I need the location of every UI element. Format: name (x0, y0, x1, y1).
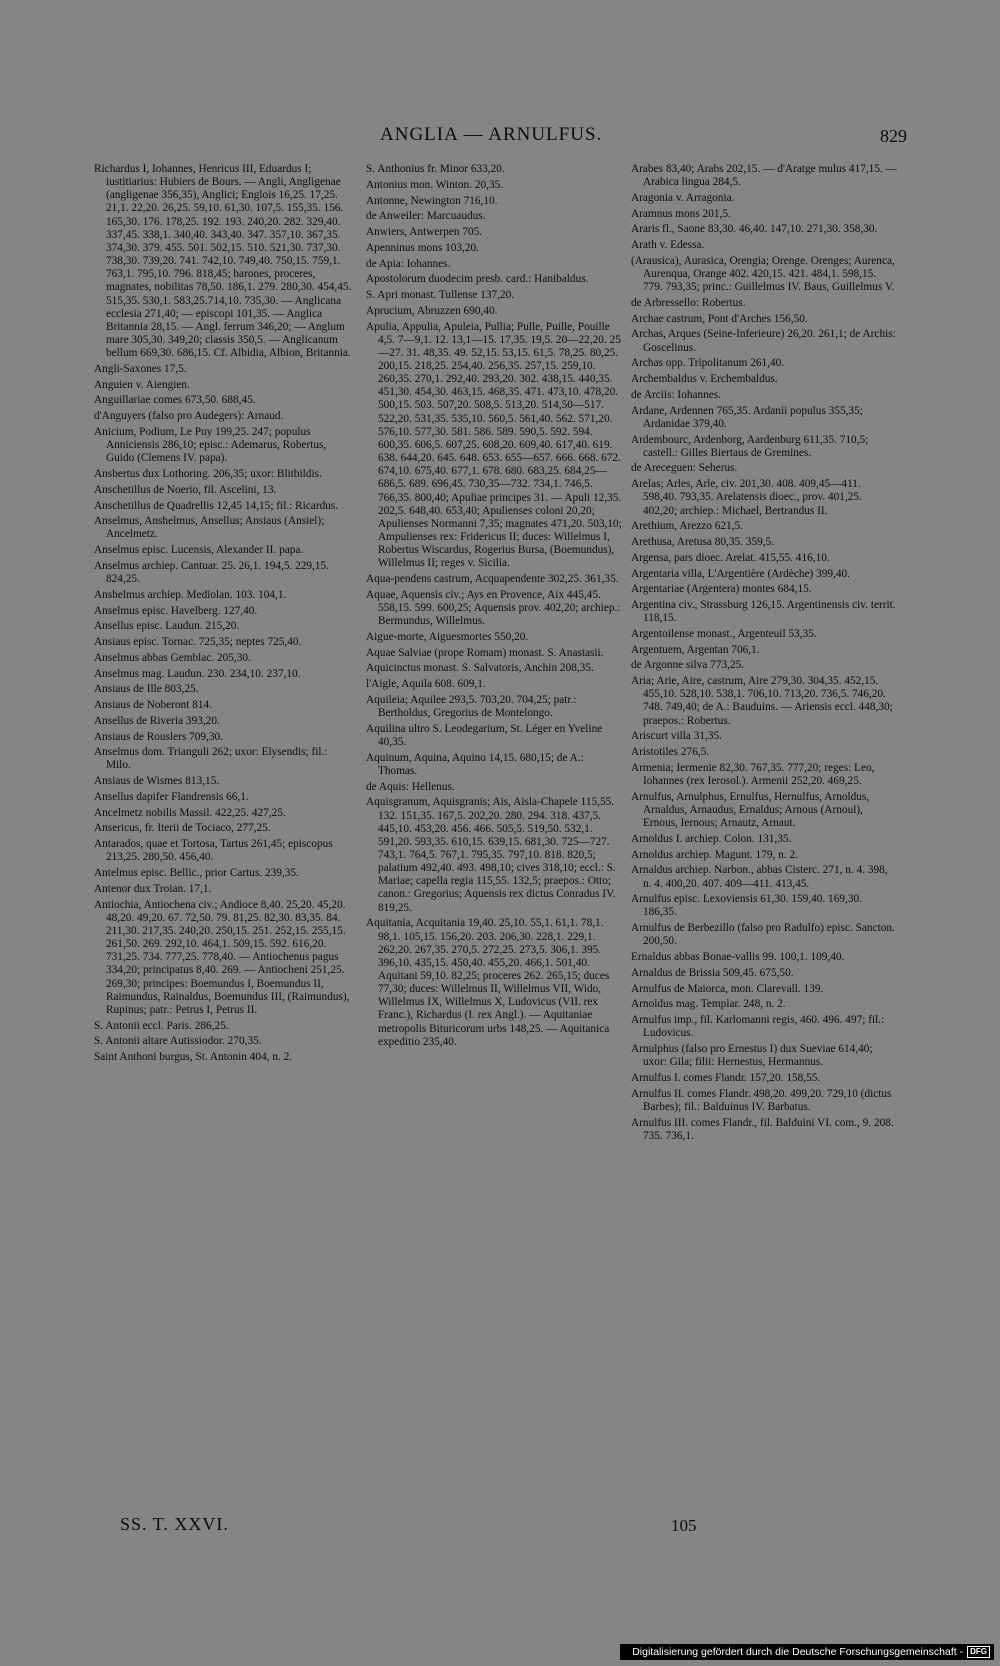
index-entry: Anschetillus de Quadrellis 12,45 14,15; fil.: Ricardus. (94, 499, 339, 512)
index-entry: S. Apri monast. Tullense 137,20. (366, 289, 515, 301)
index-entry: Apenninus mons 103,20. (366, 241, 479, 254)
index-entry: Arnulfus I. comes Flandr. 157,20. 158,55. (631, 1071, 821, 1084)
index-entry: Ansericus, fr. Iterii de Tociaco, 277,25. (94, 822, 271, 835)
index-entry: Aquinum, Aquina, Aquino 14,15. 680,15; de A.: Thomas. (366, 751, 587, 777)
index-entry: S. Antonii altare Autissiodor. 270,35. (94, 1035, 262, 1048)
index-entry: Aquae, Aquensis civ.; Ays en Provence, Aix 445,45. 558,15. 599. 600,25; Aquensis prov. 402,20; archiep.: Bermundus, Willelmus. (366, 588, 624, 628)
index-entry: Anselmus episc. Havelberg. 127,40. (94, 604, 258, 617)
index-column-2 (366, 163, 624, 1052)
index-entry: Anselmus mag. Laudun. 230. 234,10. 237,10. (94, 667, 301, 680)
index-entry: Argentuem, Argentan 706,1. (631, 643, 760, 656)
index-entry: Angli-Saxones 17,5. (94, 362, 187, 375)
index-entry: Anselmus abbas Gemblac. 205,30. (94, 651, 251, 664)
index-entry: Saint Anthoni burgus, St. Antonin 404, n. 2. (94, 1051, 293, 1064)
index-entry: Argentina civ., Strassburg 126,15. Argentinensis civ. territ. 118,15. (631, 599, 899, 625)
volume-signature: SS. T. XXVI. (120, 1514, 229, 1534)
index-entry: (Arausica), Aurasica, Orengia; Orenge. Orenges; Aurenca, Aurenqua, Orange 402. 420,15. 421. 484,1. 598,15. 779. 793,35; princ.: Guillelmus IV. Baus, Guillelmus V. (631, 254, 897, 294)
index-entry: Antenor dux Troian. 17,1. (94, 882, 212, 895)
index-entry: Arnaldus archiep. Narbon., abbas Cisterc. 271, n. 4. 398, n. 4. 400,20. 407. 409—411. 413,45. (631, 864, 891, 890)
index-entry: S. Antonii eccl. Paris. 286,25. (94, 1019, 229, 1032)
index-entry: de Apia: Iohannes. (366, 257, 451, 270)
index-entry: Aigue-morte, Aiguesmortes 550,20. (366, 630, 529, 643)
index-entry: Ernaldus abbas Bonae-vallis 99. 100,1. 109,40. (631, 951, 845, 964)
running-head: ANGLIA — ARNULFUS. (380, 124, 603, 145)
index-entry: Archas, Arques (Seine-Inferieure) 26,20. 261,1; de Archis: Goscelinus. (631, 328, 899, 354)
index-entry: Anselmus dom. Trianguli 262; uxor: Elysendis; fil.: Milo. (94, 746, 331, 772)
index-entry: Ancelmetz nobilis Massil. 422,25. 427,25. (94, 806, 286, 819)
index-entry: Archae castrum, Pont d'Arches 156,50. (631, 312, 808, 325)
index-entry: Armenia; Iermenie 82,30. 767,35. 777,20; reges: Leo, Iohannes (rex Ierosol.). Armenii 252,20. 469,25. (631, 761, 878, 788)
index-entry: d'Anguyers (falso pro Audegers): Arnaud. (94, 410, 284, 423)
index-entry: Arnulfus episc. Lexoviensis 61,30. 159,40. 169,30. 186,35. (631, 893, 865, 919)
index-entry: Aprucium, Abruzzen 690,40. (366, 304, 498, 317)
index-entry: Anguillariae comes 673,50. 688,45. (94, 394, 256, 407)
index-entry: Argentoilense monast., Argenteuil 53,35. (631, 627, 817, 640)
index-entry: de Areceguen: Seherus. (631, 462, 738, 475)
index-entry: Arnulphus (falso pro Ernestus I) dux Sueviae 614,40; uxor: Gila; filii: Hernestus, Hermannus. (631, 1042, 876, 1069)
index-entry: Apostolorum duodecim presb. card.: Hanibaldus. (366, 273, 589, 286)
index-entry: Arnoldus I. archiep. Colon. 131,35. (631, 832, 792, 845)
index-entry: Argentaria villa, L'Argentière (Ardèche) 399,40. (631, 567, 850, 580)
index-entry: Ansbertus dux Lothoring. 206,35; uxor: Blitbildis. (94, 468, 322, 480)
index-entry: Arnulfus, Arnulphus, Ernulfus, Hernulfus, Arnoldus, Arnaldus, Arnaudus, Ernaldus; Arnous (Arnoul), Ernous, Iernous; Arnautz, Arnaut. (631, 790, 872, 830)
index-entry: Anguien v. Aiengien. (94, 378, 190, 391)
index-entry: Ardane, Ardennen 765,35. Ardanii populus 355,35; Ardanidae 379,40. (631, 404, 866, 430)
index-entry: Arnoldus archiep. Magunt. 179, n. 2. (631, 848, 798, 861)
index-entry: Aramnus mons 201,5. (631, 207, 731, 220)
index-entry: Anselmus archiep. Cantuar. 25. 26,1. 194,5. 229,15. 824,25. (94, 559, 332, 586)
digitization-credit (620, 1644, 994, 1660)
index-entry: Ansiaus episc. Tornac. 725,35; neptes 725,40. (94, 636, 302, 649)
index-entry: Ansellus episc. Laudun. 215,20. (94, 620, 240, 633)
index-entry: Anselmus, Anshelmus, Ansellus; Ansiaus (Ansiel); Ancelmetz. (94, 515, 327, 541)
index-entry: Ansellus de Riveria 393,20. (94, 714, 220, 727)
index-entry: Arath v. Edessa. (631, 239, 705, 252)
index-entry: Aristotiles 276,5. (631, 746, 710, 759)
index-entry: Arnulfus III. comes Flandr., fil. Balduini VI. com., 9. 208. 735. 736,1. (631, 1116, 897, 1142)
index-entry: Aqua-pendens castrum, Acquapendente 302,25. 361,35. (366, 573, 619, 586)
index-entry: Aquisgranum, Aquisgranis; Ais, Aisla-Chapele 115,55. 132. 151,35. 167,5. 202,20. 280. 294. 318. 437,5. 445,10. 453,20. 456. 466. 505,5. 519,50. 532,1. 591,20. 593,35. 610,15. 639,15. 681,30. 725—727. 743,1. 764,5. 767,1. 795,35. 797,10. 818. 820,5; palatium 492,40. 493. 498,10; cives 318,10; eccl.: S. Mariae; capella regia 115,55. 132,5; praepos.: Otto; canon.: Gregorius; Aquensis rex dictus Conradus IV. 819,25. (366, 796, 619, 914)
index-entry: Arelas; Arles, Arle, civ. 201,30. 408. 409,45—411. 598,40. 793,35. Arelatensis dioec., prov. 401,25. 402,20; archiep.: Michael, Bertrandus II. (631, 478, 865, 517)
index-entry: Ansiaus de Rouslers 709,30. (94, 730, 223, 743)
index-entry: Antonne, Newington 716,10. (366, 194, 498, 207)
index-entry: Arabes 83,40; Arabs 202,15. — d'Aratge mulus 417,15. — Arabica lingua 284,5. (631, 163, 900, 189)
index-entry: Ariscurt villa 31,35. (631, 730, 722, 743)
index-entry: Anschetillus de Noerio, fil. Ascelini, 13. (94, 483, 277, 496)
sheet-number: 105 (671, 1516, 697, 1535)
index-column-3 (631, 163, 900, 1145)
index-entry: Antiochia, Antiochena civ.; Andioce 8,40. 25,20. 45,20. 48,20. 49,20. 67. 72,50. 79. 81,25. 82,30. 83,35. 84. 211,30. 217,35. 240,20. 250,15. 251. 252,15. 255,15. 261,50. 269. 292,10. 464,1. 509,15. 592. 616,20. 731,25. 734. 777,25. 778,40. — Antiochenus pagus 334,20; principatus 8,40. 269. — Antiocheni 251,25. 269,30; principes: Boemundus I, Boemundus II, Raimundus, Rainaldus, Boemundus III, (Raimundus), Rupinus; patr.: Petrus I, Petrus II. (94, 898, 353, 1016)
credit-text: Digitalisierung gefördert durch die Deutsche Forschungsgemeinschaft - (632, 1646, 964, 1658)
index-entry: Anwiers, Antwerpen 705. (366, 226, 483, 238)
index-entry: Anselmus episc. Lucensis, Alexander II. papa. (94, 544, 304, 557)
index-entry: Aragonia v. Arragonia. (631, 191, 735, 204)
index-entry: Apulia, Appulia, Apuleia, Pullia; Pulle, Puille, Pouille 4,5. 7—9,1. 12. 13,1—15. 17,35. 19,5. 20—22,20. 25—27. 31. 48,35. 49. 52,15. 53,15. 61,5. 78,25. 80,25. 200,15. 218,25. 254,40. 256,35. 257,15. 259,10. 260,35. 270,1. 292,40. 293,20. 302. 438,15. 440,35. 451,30. 454,30. 463,15. 468,35. 471. 473,10. 478,20. 500,15. 503. 507,20. 508,5. 513,20. 514,50—517. 522,20. 531,35. 535,10. 560,5. 561,40. 562. 571,20. 576,10. 577,30. 581. 586. 589. 590,5. 592. 594. 600,35. 606,5. 607,25. 608,20. 609,40. 617,40. 619. 638. 644,20. 645. 648. 653. 655—657. 666. 668. 672. 674,10. 675,40. 677,1. 678. 680. 683,25. 684,25—686,5. 689. 696,45. 730,35—732. 734,1. 746,5. 766,35. 800,40; Apuliae principes 31. — Apuli 12,35. 202,5. 648,40. 653,40; Apulienses coloni 20,20; Apulienses Normanni 7,35; magnates 471,20. 503,10; Ampulienses rex: Fridericus II; duces: Willelmus I, Robertus Wiscardus, Rogerius Bursa, (Boemundus), Willelmus II; reges v. Sicilia. (366, 320, 625, 570)
page-number: 829 (880, 126, 907, 146)
index-entry: Aquicinctus monast. S. Salvatoris, Anchin 208,35. (366, 662, 594, 675)
index-entry: Argentariae (Argentera) montes 684,15. (631, 583, 812, 596)
index-entry: Anicium, Podium, Le Puy 199,25. 247; populus Anniciensis 286,10; episc.: Ademarus, Robertus, Guido (Clemens IV. papa). (94, 425, 330, 465)
index-entry: de Argonne silva 773,25. (631, 659, 745, 672)
index-entry: Arnoldus mag. Templar. 248, n. 2. (631, 998, 786, 1011)
index-entry: Arethusa, Aretusa 80,35. 359,5. (631, 536, 775, 548)
index-entry: de Anweiler: Marcuaudus. (366, 210, 486, 223)
index-entry: Argensa, pars dioec. Arelat. 415,55. 416,10. (631, 551, 830, 564)
index-entry: Ansiaus de Noberont 814. (94, 699, 212, 712)
index-entry: Arnulfus imp., fil. Karlomanni regis, 460. 496. 497; fil.: Ludovicus. (631, 1014, 888, 1040)
index-entry: Ansellus dapifer Flandrensis 66,1. (94, 790, 249, 803)
index-entry: Archas opp. Tripolitanum 261,40. (631, 357, 785, 370)
index-entry: S. Anthonius fr. Minor 633,20. (366, 163, 505, 175)
index-entry: de Arbressello: Robertus. (631, 296, 746, 309)
index-entry: Antarados, quae et Tortosa, Tartus 261,45; episcopus 213,25. 280,50. 456,40. (94, 838, 336, 864)
index-entry: Aquae Salviae (prope Romam) monast. S. Anastasii. (366, 646, 604, 659)
index-entry: Aquitania, Acquitania 19,40. 25,10. 55,1. 61,1. 78,1. 98,1. 105,15. 156,20. 203. 206,30. 228,1. 229,1. 262,20. 267,35. 270,5. 272,25. 273,5. 306,1. 395. 396,10. 435,15. 450,40. 455,20. 466,1. 501,40. Aquitani 59,10. 82,25; proceres 262. 265,15; duces 77,30; duces: Willelmus II, Willelmus VII, Wido, Willelmus IX, Willelmus X, Ludovicus (VII. rex Franc.), Richardus (I. rex Angl.). — Aquitaniae metropolis Bituricorum urbs 148,25. — Aquitanica expeditio 235,40. (366, 917, 613, 1048)
index-entry: Antelmus episc. Bellic., prior Cartus. 239,35. (94, 867, 299, 880)
index-entry: Ansiaus de Wismes 813,15. (94, 775, 220, 788)
index-entry: Ardembourc, Ardenborg, Aardenburg 611,35. 710,5; castell.: Gilles Biertaus de Gremines. (631, 433, 872, 459)
index-entry: Araris fl., Saone 83,30. 46,40. 147,10. 271,30. 358,30. (631, 223, 878, 236)
index-entry: Aria; Arie, Aire, castrum, Aire 279,30. 304,35. 452,15. 455,10. 528,10. 538,1. 706,10. 713,20. 736,5. 746,20. 748. 749,40; de A.: Bauduins. — Ariensis eccl. 448,30; praepos.: Robertus. (631, 675, 896, 727)
index-entry: Arethium, Arezzo 621,5. (631, 520, 743, 533)
index-entry: Arnulfus II. comes Flandr. 498,20. 499,20. 729,10 (dictus Barbes); fil.: Balduinus IV. Barbatus. (631, 1087, 895, 1113)
index-entry: de Aquis: Hellenus. (366, 780, 455, 793)
index-entry: Ansiaus de Ille 803,25. (94, 683, 199, 696)
index-entry: Arnulfus de Berbezillo (falso pro Radulfo) episc. Sancton. 200,50. (631, 922, 898, 948)
index-entry: Antonius mon. Winton. 20,35. (366, 178, 504, 191)
index-entry: Aquilina ultro S. Leodegarium, St. Léger en Yveline 40,35. (366, 722, 606, 748)
index-column-1 (94, 163, 355, 1067)
index-entry: l'Aigle, Aquila 608. 609,1. (366, 678, 486, 691)
index-entry: de Arciis: Iohannes. (631, 388, 722, 401)
index-entry: Anshelmus archiep. Mediolan. 103. 104,1. (94, 588, 287, 601)
index-entry: Arnulfus de Maiorca, mon. Clarevall. 139. (631, 982, 824, 995)
index-entry: Archembaldus v. Erchembaldus. (631, 373, 778, 386)
index-entry: Arnaldus de Brissia 509,45. 675,50. (631, 966, 794, 979)
dfg-logo: DFG (967, 1646, 990, 1658)
index-entry: Aquileia; Aquilee 293,5. 703,20. 704,25; patr.: Bertholdus, Gregorius de Montelongo. (366, 693, 580, 720)
index-entry: Richardus I, Iohannes, Henricus III, Eduardus I; iustitiarius: Hubiers de Bours. — Angli, Angligenae (angligenae 356,35), Anglici; Englois 16,25. 17,25. 21,1. 22,20. 26,25. 59,10. 61,30. 107,5. 155,35. 156. 165,30. 176. 178,25. 192. 193. 240,20. 282. 329,40. 337,45. 338,1. 340,40. 343,40. 347. 357,10. 367,35. 374,30. 379. 455. 501. 502,15. 510. 521,30. 737,30. 738,30. 739,20. 741. 742,10. 749,40. 750,15. 759,1. 763,1. 795,10. 796. 818,45; barones, proceres, magnates, nobilitas 78,50. 186,1. 279. 280,30. 454,45. 515,35. 530,1. 583,25.714,10. 735,30. — Anglicana ecclesia 271,40; — episcopi 101,35. — Anglica Britannia 28,15. — Angl. ferrum 346,20; — Anglum mare 305,30. 349,20; classis 350,5. — Anglicanum bellum 669,30. 686,15. Cf. Albidia, Albion, Britannia. (94, 163, 355, 360)
